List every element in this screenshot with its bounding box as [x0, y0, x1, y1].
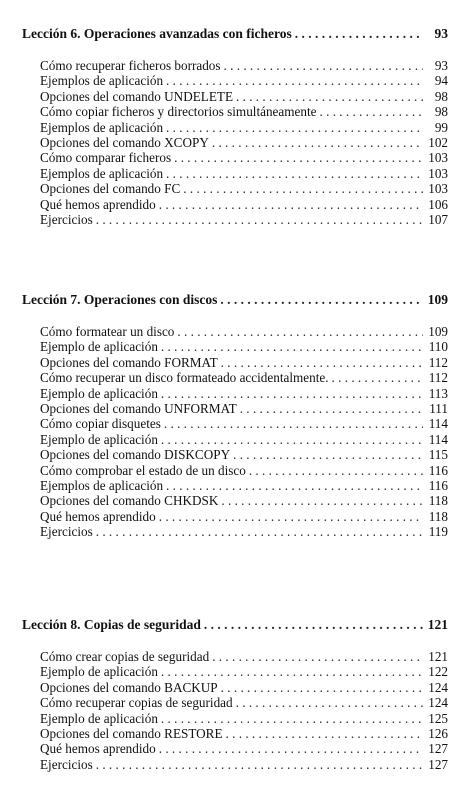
toc-entry: [40, 680, 448, 695]
dot-leader: [166, 120, 423, 135]
entry-title: Ejercicios: [40, 211, 93, 227]
toc-entry: [40, 509, 448, 524]
entry-title: Cómo recuperar un disco formateado accidentalmente.: [40, 370, 329, 386]
dot-leader: [166, 166, 423, 181]
entry-page-number: 116: [428, 462, 448, 478]
toc-entry: [40, 524, 448, 539]
dot-leader: [96, 212, 423, 227]
dot-leader: [159, 741, 423, 756]
entry-page-number: 98: [434, 104, 448, 120]
entry-page-number: 122: [428, 664, 448, 680]
entry-page-number: 112: [428, 354, 448, 370]
toc-section-lesson-8: [0, 615, 464, 772]
entry-title: Ejemplos de aplicación: [40, 73, 164, 89]
dot-leader: [236, 695, 423, 710]
toc-entry: [40, 166, 448, 181]
dot-leader: [212, 135, 423, 150]
toc-entry: [40, 386, 448, 401]
toc-entry: [40, 664, 448, 679]
entry-title: Opciones del comando BACKUP: [40, 679, 218, 695]
toc-entry: [40, 355, 448, 370]
entry-title: Cómo comparar ficheros: [40, 150, 172, 166]
lesson-heading: [22, 290, 448, 310]
lesson-heading: [22, 615, 448, 635]
toc-entry: [40, 432, 448, 447]
entry-page-number: 116: [428, 477, 448, 493]
toc-entry: [40, 120, 448, 135]
dot-leader: [166, 478, 423, 493]
dot-leader: [177, 324, 423, 339]
dot-leader: [240, 401, 423, 416]
toc-entry: [40, 135, 448, 150]
entry-page-number: 121: [428, 649, 448, 664]
entry-title: Ejemplos de aplicación: [40, 119, 164, 135]
toc-section-lesson-7: [0, 290, 464, 539]
entry-page-number: 119: [428, 524, 448, 540]
dot-leader: [161, 664, 423, 679]
entry-page-number: 114: [428, 416, 448, 432]
entry-title: Opciones del comando FORMAT: [40, 354, 218, 370]
entry-title: Cómo recuperar copias de seguridad: [40, 695, 233, 711]
dot-leader: [226, 726, 423, 741]
entry-title: Opciones del comando UNFORMAT: [40, 400, 237, 416]
entry-page-number: 109: [428, 324, 448, 339]
dot-leader: [161, 432, 423, 447]
toc-entry: [40, 711, 448, 726]
lesson-title: Lección 6. Operaciones avanzadas con ficheros: [22, 26, 292, 41]
entry-page-number: 111: [429, 400, 448, 416]
entry-title: Qué hemos aprendido: [40, 741, 156, 757]
toc-entry: [40, 695, 448, 710]
entry-page-number: 99: [434, 119, 448, 135]
toc-entry-list: [0, 58, 464, 227]
entry-title: Opciones del comando UNDELETE: [40, 88, 233, 104]
toc-entry: [40, 197, 448, 212]
toc-entry: [40, 89, 448, 104]
toc-entry: [40, 150, 448, 165]
entry-page-number: 103: [428, 181, 448, 197]
dot-leader: [159, 197, 423, 212]
entry-page-number: 125: [428, 710, 448, 726]
toc-entry: [40, 649, 448, 664]
lesson-page-number: 121: [427, 617, 448, 632]
entry-title: Opciones del comando RESTORE: [40, 725, 223, 741]
dot-leader: [204, 615, 423, 635]
entry-page-number: 93: [434, 58, 448, 73]
entry-page-number: 107: [428, 211, 448, 227]
entry-title: Cómo copiar disquetes: [40, 416, 161, 432]
entry-title: Ejercicios: [40, 524, 93, 540]
dot-leader: [233, 447, 423, 462]
dot-leader: [161, 339, 423, 354]
entry-title: Ejemplo de aplicación: [40, 664, 158, 680]
entry-title: Cómo comprobar el estado de un disco: [40, 462, 246, 478]
entry-title: Ejemplo de aplicación: [40, 710, 158, 726]
entry-title: Cómo copiar ficheros y directorios simultáneamente: [40, 104, 317, 120]
toc-entry: [40, 181, 448, 196]
toc-entry: [40, 478, 448, 493]
entry-title: Ejemplos de aplicación: [40, 165, 164, 181]
entry-page-number: 124: [428, 679, 448, 695]
entry-page-number: 113: [428, 385, 448, 401]
entry-title: Ejemplo de aplicación: [40, 339, 158, 355]
toc-entry: [40, 324, 448, 339]
toc-section-lesson-6: [0, 24, 464, 227]
dot-leader: [221, 355, 423, 370]
dot-leader: [249, 463, 423, 478]
entry-page-number: 124: [428, 695, 448, 711]
entry-page-number: 127: [428, 756, 448, 772]
toc-entry: [40, 493, 448, 508]
entry-page-number: 106: [428, 196, 448, 212]
dot-leader: [221, 680, 423, 695]
toc-entry: [40, 463, 448, 478]
toc-entry: [40, 73, 448, 88]
dot-leader: [332, 370, 423, 385]
entry-title: Cómo crear copias de seguridad: [40, 649, 210, 664]
entry-page-number: 94: [434, 73, 448, 89]
toc-entry: [40, 370, 448, 385]
toc-entry-list: [0, 649, 464, 772]
entry-title: Ejemplo de aplicación: [40, 431, 158, 447]
entry-page-number: 102: [428, 134, 448, 150]
lesson-title: Lección 8. Copias de seguridad: [22, 617, 201, 632]
toc-entry: [40, 104, 448, 119]
dot-leader: [96, 524, 423, 539]
lesson-title: Lección 7. Operaciones con discos: [22, 292, 218, 307]
toc-entry: [40, 447, 448, 462]
entry-page-number: 114: [428, 431, 448, 447]
toc-entry: [40, 757, 448, 772]
entry-title: Cómo formatear un disco: [40, 324, 175, 339]
lesson-heading: [22, 24, 448, 44]
dot-leader: [96, 757, 423, 772]
toc-entry: [40, 726, 448, 741]
dot-leader: [166, 73, 423, 88]
entry-page-number: 126: [428, 725, 448, 741]
dot-leader: [212, 649, 423, 664]
dot-leader: [221, 493, 423, 508]
toc-entry: [40, 741, 448, 756]
dot-leader: [174, 150, 423, 165]
entry-title: Opciones del comando CHKDSK: [40, 493, 219, 509]
toc-entry: [40, 339, 448, 354]
entry-title: Ejemplo de aplicación: [40, 385, 158, 401]
dot-leader: [161, 386, 423, 401]
entry-page-number: 98: [434, 88, 448, 104]
dot-leader: [224, 58, 423, 73]
entry-page-number: 118: [428, 508, 448, 524]
entry-page-number: 127: [428, 741, 448, 757]
entry-title: Opciones del comando FC: [40, 181, 181, 197]
dot-leader: [236, 89, 423, 104]
entry-page-number: 115: [428, 447, 448, 463]
dot-leader: [295, 24, 423, 44]
dot-leader: [183, 181, 423, 196]
entry-page-number: 103: [428, 150, 448, 166]
toc-entry: [40, 416, 448, 431]
dot-leader: [161, 711, 423, 726]
entry-page-number: 110: [428, 339, 448, 355]
lesson-page-number: 93: [434, 26, 448, 41]
entry-title: Qué hemos aprendido: [40, 508, 156, 524]
toc-entry: [40, 58, 448, 73]
toc-entry-list: [0, 324, 464, 539]
entry-title: Ejemplos de aplicación: [40, 477, 164, 493]
toc-entry: [40, 401, 448, 416]
entry-page-number: 103: [428, 165, 448, 181]
entry-page-number: 118: [428, 493, 448, 509]
entry-title: Qué hemos aprendido: [40, 196, 156, 212]
toc-entry: [40, 212, 448, 227]
dot-leader: [220, 290, 423, 310]
entry-title: Cómo recuperar ficheros borrados: [40, 58, 221, 73]
entry-page-number: 112: [428, 370, 448, 386]
dot-leader: [159, 509, 423, 524]
dot-leader: [164, 416, 423, 431]
entry-title: Ejercicios: [40, 756, 93, 772]
lesson-page-number: 109: [427, 292, 448, 307]
entry-title: Opciones del comando XCOPY: [40, 134, 209, 150]
entry-title: Opciones del comando DISKCOPY: [40, 447, 231, 463]
dot-leader: [320, 104, 424, 119]
